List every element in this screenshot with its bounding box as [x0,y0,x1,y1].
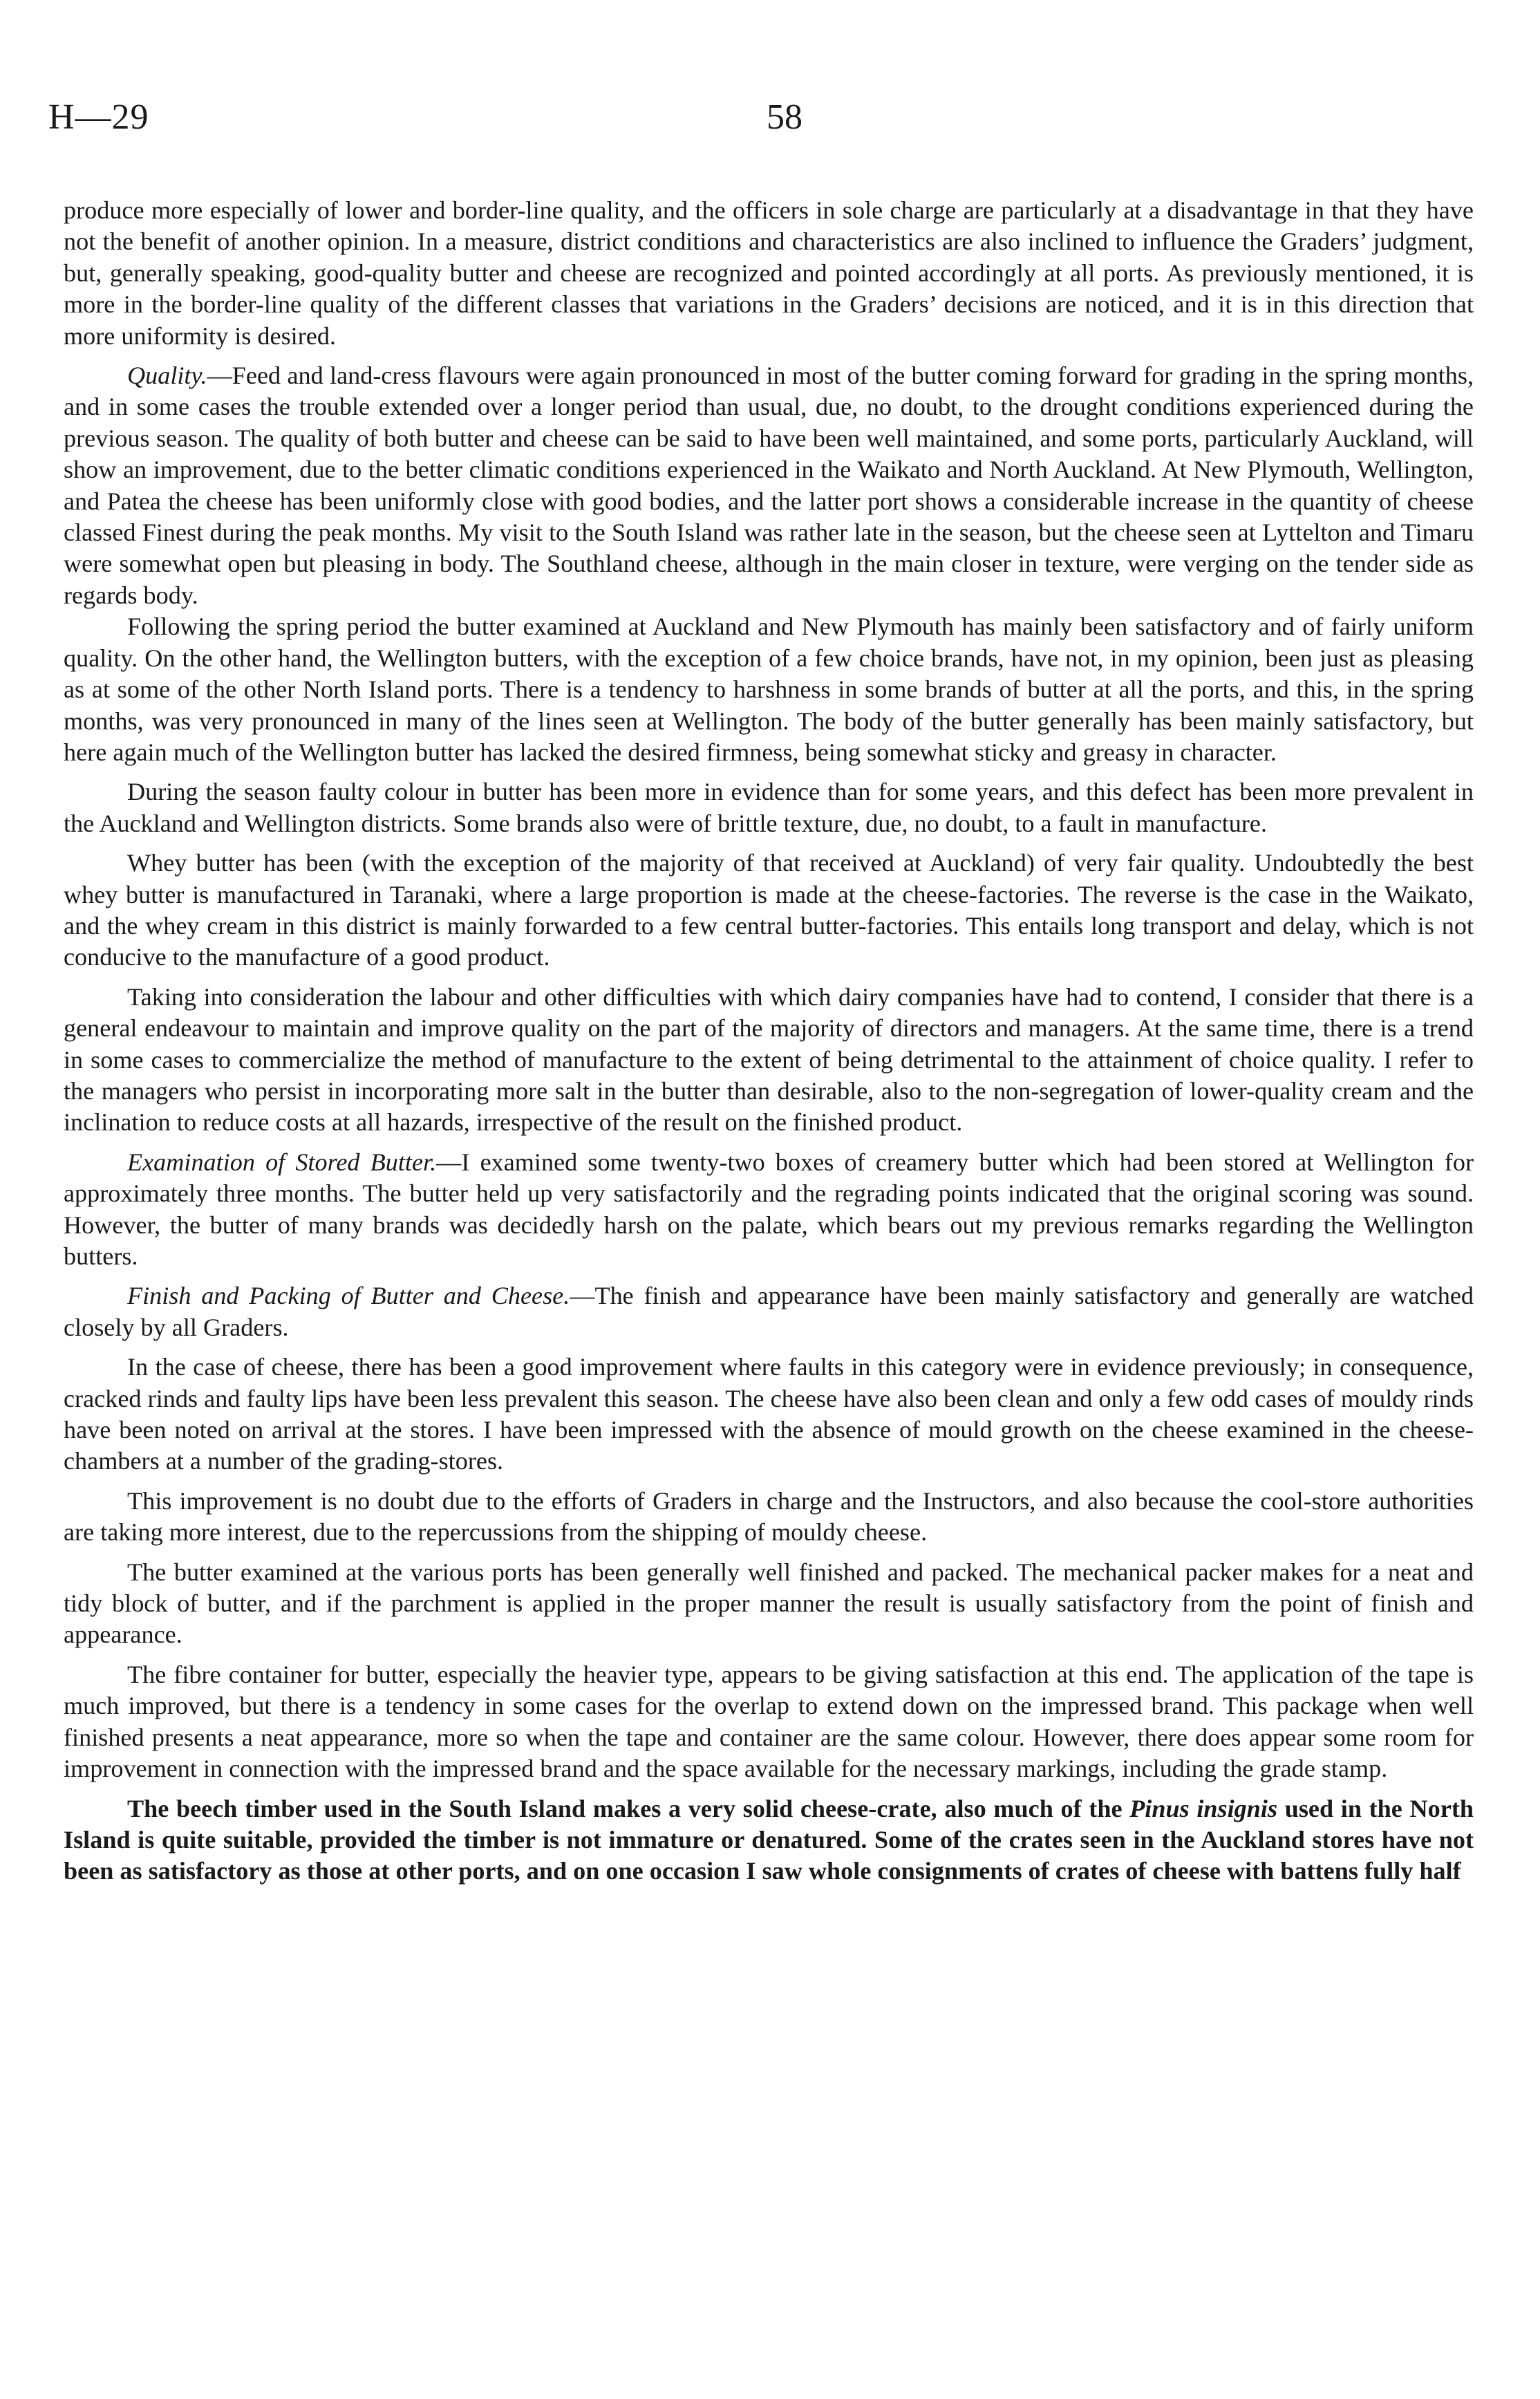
paragraph-cheese-improvement [64,1352,1474,1477]
paragraph-faulty-colour [64,776,1474,839]
paragraph-text: Following the spring period the butter examined at Auckland and New Plymouth has mainly been satisfactory and of fairly uniform quality. On the other hand, the Wellington butters, with the exception of a few choice brands, have not, in my opinion, been just as pleasing as at some of the other North Island ports. There is a tendency to harshness in some brands of butter at all the ports, and this, in the spring months, was very pronounced in many of the lines seen at Wellington. The body of the butter generally has been mainly satisfactory, but here again much of the Wellington butter has lacked the desired firmness, being somewhat sticky and greasy in character. [64,613,1474,766]
paragraph-whey-butter [64,848,1474,973]
paragraph-text: The fibre container for butter, especially the heavier type, appears to be giving satisfaction at this end. The application of the tape is much improved, but there is a tendency in some cases for the overlap to extend down on the impressed brand. This package when well finished presents a neat appearance, more so when the tape and container are the same colour. However, there does appear some room for improvement in connection with the impressed brand and the space available for the necessary markings, including the grade stamp. [64,1660,1474,1783]
section-heading-stored-butter: Examination of Stored Butter. [127,1148,437,1176]
body-text [64,195,1474,1896]
paragraph-text: —Feed and land-cress flavours were again pronounced in most of the butter coming forward for grading in the spring months, and in some cases the trouble extended over a longer period than usual, due, no doubt, to the drought conditions experienced during the previous season. The quality of both butter and cheese can be said to have been well maintained, and some ports, particularly Auckland, will show an improvement, due to the better climatic conditions experienced in the Waikato and North Auckland. At New Plymouth, Wellington, and Patea the cheese has been uniformly close with good bodies, and the latter port shows a considerable increase in the quantity of cheese classed Finest during the peak months. My visit to the South Island was rather late in the season, but the cheese seen at Lyttelton and Timaru were somewhat open but pleasing in body. The Southland cheese, although in the main closer in texture, were verging on the tender side as regards body. [64,362,1474,609]
paragraph-text: —I examined some twenty-two boxes of creamery butter which had been stored at Wellington for approximately three months. The butter held up very satisfactorily and the regrading points indicated that the original scoring was sound. However, the butter of many brands was decidedly harsh on the palate, which bears out my previous remarks regarding the Wellington butters. [64,1148,1474,1270]
section-heading-quality: Quality. [127,362,207,390]
paragraph-text: Whey butter has been (with the exception of the majority of that received at Auckland) of very fair quality. Undoubtedly the best whey butter is manufactured in Taranaki, where a large proportion is made at the cheese-factories. The reverse is the case in the Waikato, and the whey cream in this district is mainly forwarded to a few central butter-factories. This entails long transport and delay, which is not conducive to the manufacture of a good product. [64,849,1474,971]
paragraph-improvement-reason [64,1486,1474,1549]
paragraph-beech-timber [64,1793,1474,1887]
paragraph-quality [64,360,1474,611]
page-number: 58 [767,97,802,137]
section-heading-finish-packing: Finish and Packing of Butter and Cheese. [127,1282,570,1310]
paragraph-text: The butter examined at the various ports has been generally well finished and packed. The mechanical packer makes for a neat and tidy block of butter, and if the parchment is applied in the proper manner the result is usually satisfactory from the point of finish and appearance. [64,1558,1474,1649]
paragraph-text: The beech timber used in the South Island makes a very solid cheese-crate, also much of the [127,1794,1130,1822]
paragraph-fibre-container [64,1659,1474,1785]
paragraph-text: —The finish and appearance have been mainly satisfactory and generally are watched closely by all Graders. [64,1282,1474,1341]
page-header [48,97,1452,159]
document-code: H—29 [48,97,149,137]
paragraph-spring-period [64,611,1474,768]
paragraph-labour-difficulties [64,982,1474,1139]
paragraph-text: produce more especially of lower and border-line quality, and the officers in sole charge are particularly at a disadvantage in that they have not the benefit of another opinion. In a measure, district conditions and characteristics are also inclined to influence the Graders’ judgment, but, generally speaking, good-quality butter and cheese are recognized and pointed accordingly at all ports. As previously mentioned, it is more in the border-line quality of the different classes that variations in the Graders’ decisions are noticed, and it is in this direction that more uniformity is desired. [64,196,1474,350]
paragraph-text: In the case of cheese, there has been a good improvement where faults in this category were in evidence previously; in consequence, cracked rinds and faulty lips have been less prevalent this season. The cheese have also been clean and only a few odd cases of mouldy rinds have been noted on arrival at the stores. I have been impressed with the absence of mould growth on the cheese examined in the cheese-chambers at a number of the grading-stores. [64,1353,1474,1475]
paragraph-text: used in the North Island is quite suitable, provided the timber is not immature or denatured. Some of the crates seen in the Auckland stores have not been as satisfactory as those at other ports, and on one occasion I saw whole consignments of crates of cheese with battens fully half [64,1794,1474,1885]
paragraph-stored-butter [64,1147,1474,1273]
paragraph-text: During the season faulty colour in butter has been more in evidence than for some years, and this defect has been more prevalent in the Auckland and Wellington districts. Some brands also were of brittle texture, due, no doubt, to a fault in manufacture. [64,778,1474,837]
paragraph-finish-packing [64,1280,1474,1343]
paragraph-continuation [64,195,1474,352]
paragraph-text: This improvement is no doubt due to the efforts of Graders in charge and the Instructors, and also because the cool-store authorities are taking more interest, due to the repercussions from the shipping of mouldy cheese. [64,1486,1474,1547]
paragraph-text: Taking into consideration the labour and other difficulties with which dairy companies have had to contend, I consider that there is a general endeavour to maintain and improve quality on the part of the majority of directors and managers. At the same time, there is a trend in some cases to commercialize the method of manufacture to the extent of being detrimental to the attainment of choice quality. I refer to the managers who persist in incorporating more salt in the butter than desirable, also to the non-segregation of lower-quality cream and the inclination to reduce costs at all hazards, irrespective of the result on the finished product. [64,982,1474,1137]
paragraph-butter-packed [64,1557,1474,1651]
species-name: Pinus insignis [1129,1794,1278,1822]
